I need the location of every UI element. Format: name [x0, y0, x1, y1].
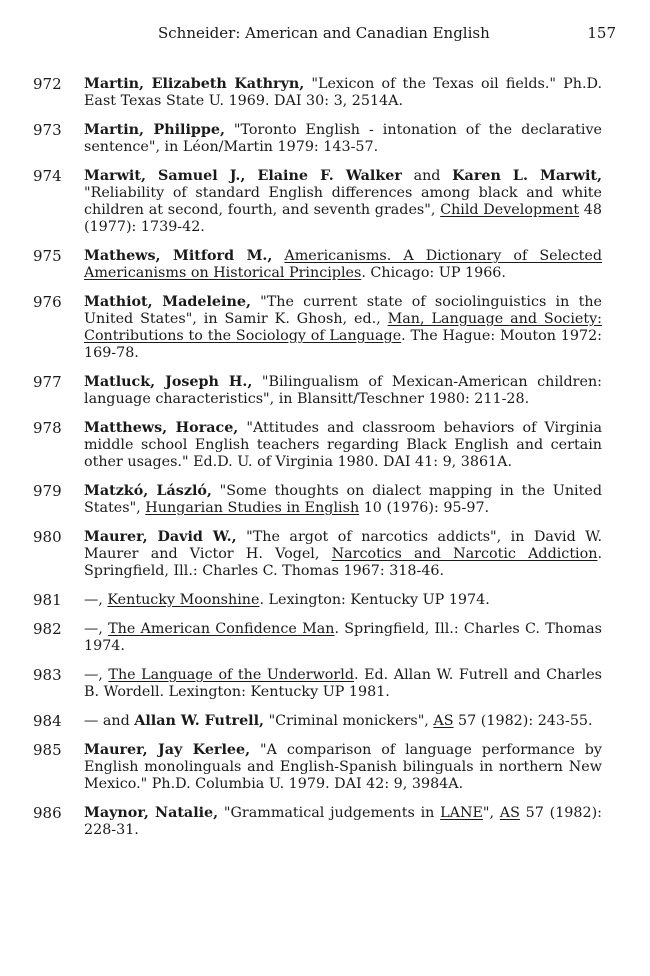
author-name: Matzkó, László,: [84, 483, 212, 499]
journal-abbreviation: AS: [433, 713, 454, 729]
entry-text: Martin, Elizabeth Kathryn, "Lexicon of the Texas oil fields." Ph.D. East Texas State U. 1969. DAI 30: 3, 2514A.: [84, 76, 602, 109]
author-name: Karen L. Marwit,: [452, 168, 602, 184]
entry-text: —, The Language of the Underworld. Ed. Allan W. Futrell and Charles B. Wordell. Lexington: Kentucky UP 1981.: [84, 667, 603, 700]
running-title: Schneider: American and Canadian English: [158, 24, 490, 42]
entry-text: Maurer, David W., "The argot of narcotics addicts", in David W. Maurer and Victor H. Vogel, Narcotics and Narcotic Addiction. Springfield, Ill.: Charles C. Thomas 1967: 318-46.: [84, 529, 602, 579]
bibliography-entry: [0, 374, 650, 408]
entry-number: 977: [33, 373, 62, 391]
entry-text: Matthews, Horace, "Attitudes and classroom behaviors of Virginia middle school English teachers regarding Black English and certain other usages." Ed.D. U. of Virginia 1980. DAI 41: 9, 3861A.: [84, 420, 602, 470]
entry-text: —, Kentucky Moonshine. Lexington: Kentucky UP 1974.: [84, 592, 490, 608]
bibliography-entry: [0, 621, 650, 655]
entry-text: Mathews, Mitford M., Americanisms. A Dictionary of Selected Americanisms on Historical Principles. Chicago: UP 1966.: [84, 248, 602, 281]
publication-title: Narcotics and Narcotic Addiction: [331, 546, 598, 562]
author-name: Marwit, Samuel J., Elaine F. Walker: [84, 168, 402, 184]
entry-number: 973: [33, 121, 62, 139]
entry-number: 974: [33, 167, 62, 185]
entry-text: Mathiot, Madeleine, "The current state of sociolinguistics in the United States", in Samir K. Ghosh, ed., Man, Language and Society: Contributions to the Sociology of Language. The Hague: Mouton 1972: 169-78.: [84, 294, 602, 361]
entry-number: 975: [33, 247, 62, 265]
journal-abbreviation: AS: [499, 805, 520, 821]
bibliography-entry: [0, 805, 650, 839]
bibliography-entry: [0, 420, 650, 471]
entry-text: Maurer, Jay Kerlee, "A comparison of language performance by English monolinguals and English-Spanish bilinguals in northern New Mexico." Ph.D. Columbia U. 1979. DAI 42: 9, 3984A.: [84, 742, 602, 792]
entry-text: —, The American Confidence Man. Springfield, Ill.: Charles C. Thomas 1974.: [84, 621, 602, 654]
entry-number: 972: [33, 75, 62, 93]
entry-text: Matluck, Joseph H., "Bilingualism of Mexican-American children: language characteristics", in Blansitt/Teschner 1980: 211-28.: [84, 374, 602, 407]
publication-title: Americanisms. A Dictionary of Selected Americanisms on Historical Principles: [84, 248, 602, 281]
author-name: Martin, Philippe,: [84, 122, 225, 138]
page-number: 157: [587, 24, 616, 42]
bibliography-entry: [0, 483, 650, 517]
author-name: Martin, Elizabeth Kathryn,: [84, 76, 305, 92]
bibliography-entry: [0, 248, 650, 282]
page-header: [0, 24, 650, 46]
entry-text: Maynor, Natalie, "Grammatical judgements in LANE", AS 57 (1982): 228-31.: [84, 805, 602, 838]
author-name: Maynor, Natalie,: [84, 805, 219, 821]
bibliography-list: [0, 76, 650, 851]
publication-title: Man, Language and Society: Contributions to the Sociology of Language: [84, 311, 602, 344]
bibliography-entry: [0, 76, 650, 110]
author-name: Mathiot, Madeleine,: [84, 294, 251, 310]
entry-text: — and Allan W. Futrell, "Criminal monickers", AS 57 (1982): 243-55.: [84, 713, 593, 729]
bibliography-entry: [0, 168, 650, 236]
entry-number: 979: [33, 482, 62, 500]
author-name: Matluck, Joseph H.,: [84, 374, 253, 390]
entry-number: 976: [33, 293, 62, 311]
entry-number: 983: [33, 666, 62, 684]
entry-text: Marwit, Samuel J., Elaine F. Walker and Karen L. Marwit, "Reliability of standard English differences among black and white children at second, fourth, and seventh grades", Child Development 48 (1977): 1739-42.: [84, 168, 603, 235]
entry-number: 980: [33, 528, 62, 546]
entry-number: 981: [33, 591, 62, 609]
author-name: Mathews, Mitford M.,: [84, 248, 273, 264]
publication-title: Hungarian Studies in English: [145, 500, 360, 516]
bibliography-entry: [0, 713, 650, 730]
entry-text: Martin, Philippe, "Toronto English - intonation of the declarative sentence", in Léon/Martin 1979: 143-57.: [84, 122, 602, 155]
author-name: Matthews, Horace,: [84, 420, 239, 436]
bibliography-entry: [0, 742, 650, 793]
author-name: Maurer, David W.,: [84, 529, 237, 545]
entry-number: 982: [33, 620, 62, 638]
author-name: Maurer, Jay Kerlee,: [84, 742, 251, 758]
bibliography-entry: [0, 592, 650, 609]
publication-title: LANE: [440, 805, 483, 821]
entry-number: 984: [33, 712, 62, 730]
publication-title: Kentucky Moonshine: [107, 592, 260, 608]
entry-number: 986: [33, 804, 62, 822]
entry-text: Matzkó, László, "Some thoughts on dialect mapping in the United States", Hungarian Studies in English 10 (1976): 95-97.: [84, 483, 602, 516]
publication-title: The Language of the Underworld: [108, 667, 354, 683]
publication-title: Child Development: [440, 202, 580, 218]
author-name: Allan W. Futrell,: [134, 713, 265, 729]
bibliography-entry: [0, 122, 650, 156]
bibliography-entry: [0, 294, 650, 362]
bibliography-entry: [0, 667, 650, 701]
entry-number: 978: [33, 419, 62, 437]
entry-number: 985: [33, 741, 62, 759]
publication-title: The American Confidence Man: [108, 621, 335, 637]
bibliography-entry: [0, 529, 650, 580]
